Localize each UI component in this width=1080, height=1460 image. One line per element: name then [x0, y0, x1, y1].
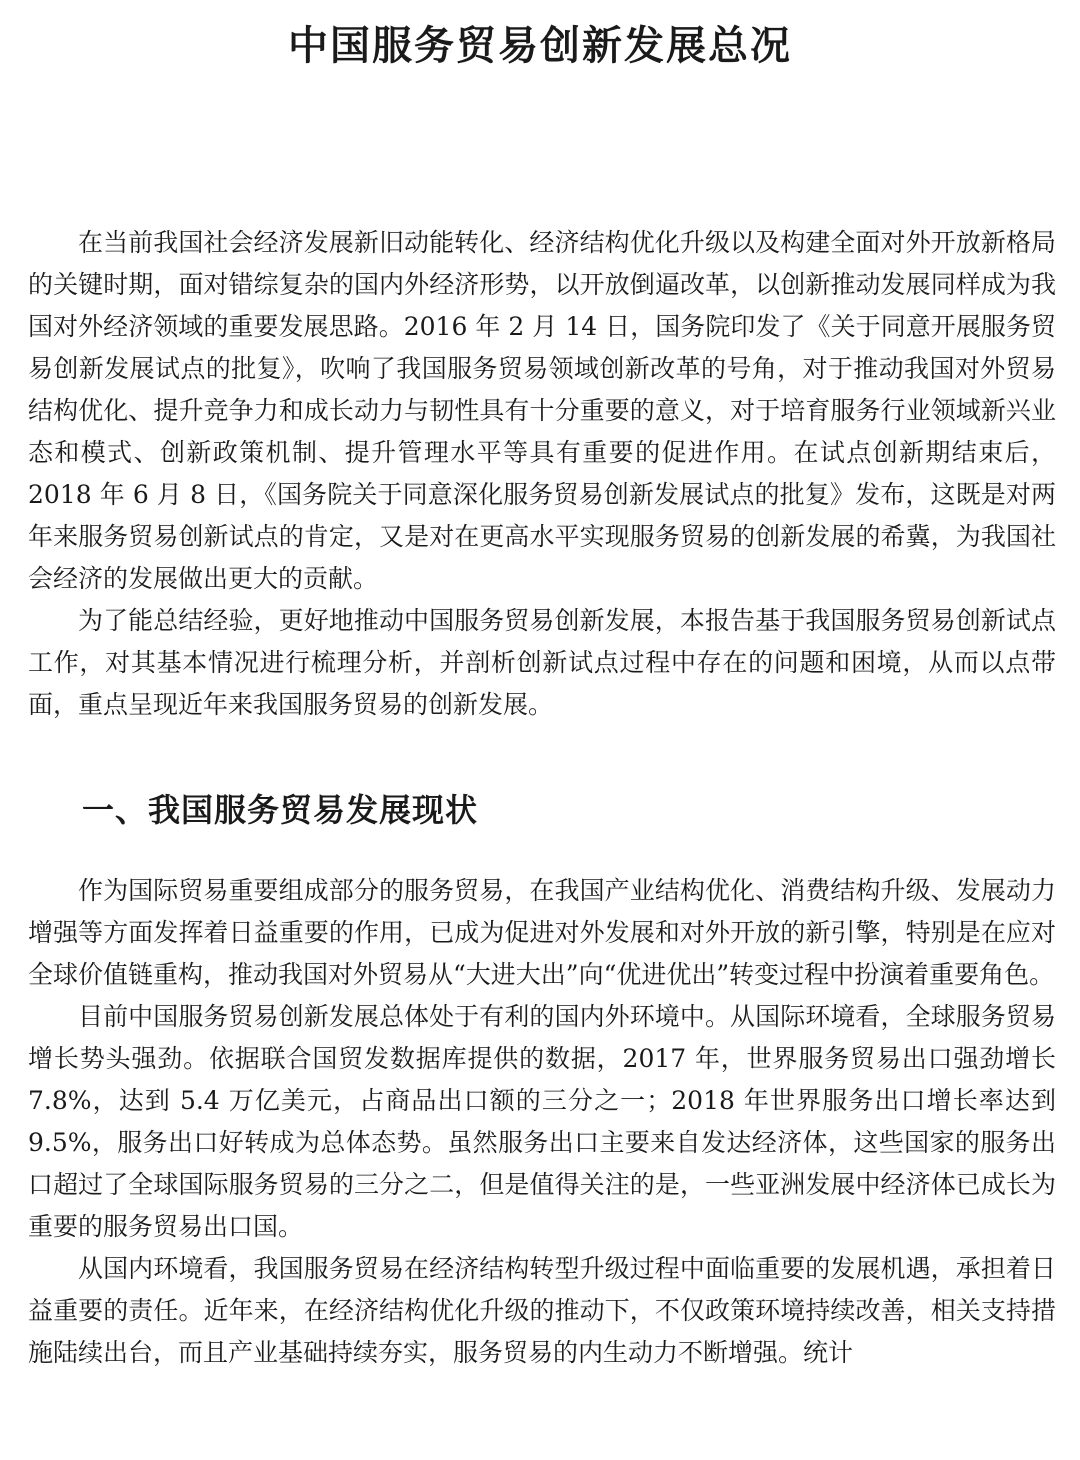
paragraph: 为了能总结经验，更好地推动中国服务贸易创新发展，本报告基于我国服务贸易创新试点工作，对其基本情况进行梳理分析，并剖析创新试点过程中存在的问题和困境，从而以点带面，重点呈现近年来我国服务贸易的创新发展。	[28, 606, 1056, 719]
page-title: 中国服务贸易创新发展总况	[288, 23, 792, 69]
intro-text	[28, 222, 1056, 726]
paragraph: 在当前我国社会经济发展新旧动能转化、经济结构优化升级以及构建全面对外开放新格局的关键时期，面对错综复杂的国内外经济形势，以开放倒逼改革，以创新推动发展同样成为我国对外经济领域的重要发展思路。2016 年 2 月 14 日，国务院印发了《关于同意开展服务贸易创新发展试点的批复》，吹响了我国服务贸易领域创新改革的号角，对于推动我国对外贸易结构优化、提升竞争力和成长动力与韧性具有十分重要的意义，对于培育服务行业领域新兴业态和模式、创新政策机制、提升管理水平等具有重要的促进作用。在试点创新期结束后，2018 年 6 月 8 日，《国务院关于同意深化服务贸易创新发展试点的批复》发布，这既是对两年来服务贸易创新试点的肯定，又是对在更高水平实现服务贸易的创新发展的希冀，为我国社会经济的发展做出更大的贡献。	[28, 228, 1056, 593]
paragraph: 目前中国服务贸易创新发展总体处于有利的国内外环境中。从国际环境看，全球服务贸易增长势头强劲。依据联合国贸发数据库提供的数据，2017 年，世界服务贸易出口强劲增长 7.8%，达到 5.4 万亿美元，占商品出口额的三分之一；2018 年世界服务出口增长率达到 9.5%，服务出口好转成为总体态势。虽然服务出口主要来自发达经济体，这些国家的服务出口超过了全球国际服务贸易的三分之二，但是值得关注的是，一些亚洲发展中经济体已成长为重要的服务贸易出口国。	[28, 1002, 1056, 1241]
paragraph: 作为国际贸易重要组成部分的服务贸易，在我国产业结构优化、消费结构升级、发展动力增强等方面发挥着日益重要的作用，已成为促进对外发展和对外开放的新引擎，特别是在应对全球价值链重构，推动我国对外贸易从“大进大出”向“优进优出”转变过程中扮演着重要角色。	[28, 876, 1056, 989]
section-text	[28, 870, 1056, 1374]
section-heading: 一、我国服务贸易发展现状	[82, 791, 479, 829]
paragraph: 从国内环境看，我国服务贸易在经济结构转型升级过程中面临重要的发展机遇，承担着日益重要的责任。近年来，在经济结构优化升级的推动下，不仅政策环境持续改善，相关支持措施陆续出台，而且产业基础持续夯实，服务贸易的内生动力不断增强。统计	[28, 1254, 1056, 1367]
